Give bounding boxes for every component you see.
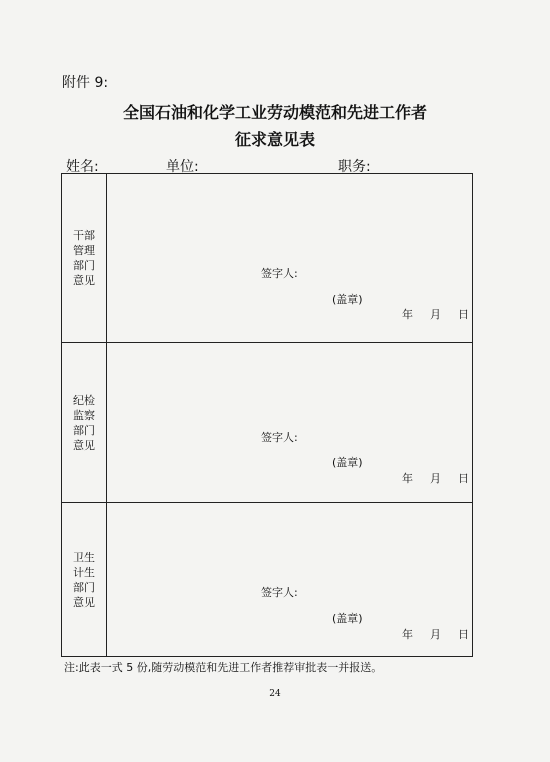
year-label: 年 — [402, 308, 413, 321]
seal-label: (盖章) — [332, 456, 363, 469]
name-field-label: 姓名: — [66, 159, 99, 175]
section-label-line: 部门 — [73, 259, 95, 272]
opinion-content-area[interactable] — [107, 503, 473, 657]
section-label-line: 管理 — [73, 244, 95, 257]
month-label: 月 — [430, 472, 441, 485]
month-label: 月 — [430, 628, 441, 641]
opinion-content-area[interactable] — [107, 174, 473, 343]
section-label-line: 部门 — [73, 423, 95, 437]
date-line — [402, 470, 469, 486]
month-label: 月 — [430, 308, 441, 321]
section-row-cadre-management — [62, 174, 473, 343]
seal-label: (盖章) — [332, 612, 363, 625]
section-label-line: 计生 — [73, 565, 95, 579]
day-label: 日 — [458, 472, 469, 485]
section-label-line: 意见 — [73, 274, 95, 287]
section-label-line: 意见 — [73, 595, 95, 609]
section-label-line: 部门 — [73, 580, 95, 594]
section-label-line: 监察 — [73, 408, 95, 422]
date-line — [402, 626, 469, 642]
opinion-content-area[interactable] — [107, 343, 473, 503]
section-row-discipline-inspection — [62, 343, 473, 503]
day-label: 日 — [458, 308, 469, 321]
section-label — [62, 343, 107, 503]
section-label — [62, 503, 107, 657]
page-number: 24 — [269, 689, 281, 699]
section-label-line: 纪检 — [73, 393, 95, 407]
date-line — [402, 306, 469, 322]
attachment-label: 附件 9: — [62, 75, 109, 91]
year-label: 年 — [402, 628, 413, 641]
day-label: 日 — [458, 628, 469, 641]
signer-label: 签字人: — [261, 586, 298, 599]
section-row-health-family-planning — [62, 503, 473, 657]
signer-label: 签字人: — [261, 431, 298, 444]
footnote: 注:此表一式 5 份,随劳动模范和先进工作者推荐审批表一并报送。 — [64, 661, 383, 674]
year-label: 年 — [402, 472, 413, 485]
section-label-line: 卫生 — [73, 550, 95, 564]
seal-label: (盖章) — [332, 293, 363, 306]
duty-field-label: 职务: — [338, 159, 371, 175]
opinion-form-table — [61, 173, 473, 657]
section-label — [62, 174, 107, 343]
document-title: 全国石油和化学工业劳动模范和先进工作者 — [122, 103, 427, 122]
section-label-line: 干部 — [73, 229, 95, 242]
section-label-line: 意见 — [73, 438, 95, 452]
signer-label: 签字人: — [261, 267, 298, 280]
unit-field-label: 单位: — [166, 159, 199, 175]
document-subtitle: 征求意见表 — [234, 130, 315, 149]
